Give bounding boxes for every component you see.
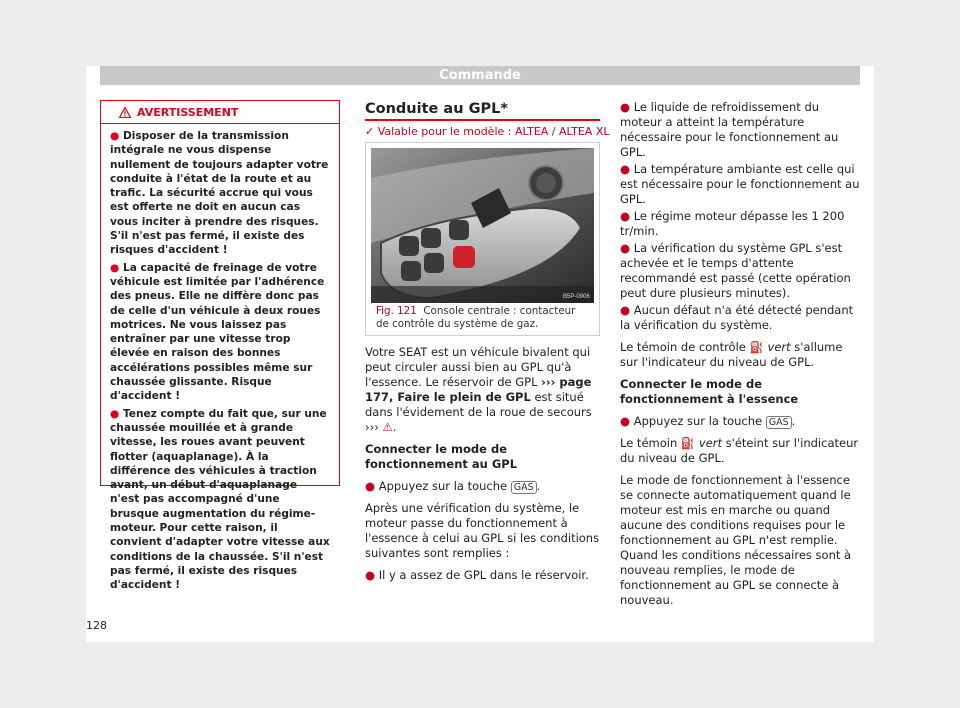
figure-caption: Fig. 121 Console centrale : contacteur de contrôle du système de gaz. — [376, 305, 576, 330]
page-reference-link[interactable]: ››› page 177, Faire le plein de GPL — [365, 375, 592, 404]
warning-item: ● Tenez compte du fait que, sur une chaussée mouillée et à grande vitesse, les roues avant peuvent flotter (aquaplanage). À la différence des véhicules à traction avant, un début d'aquaplanage n'est pas accompagné d'une brusque augmentation du régime-moteur. Pour cette raison, il convient d'adapter votre vitesse aux conditions de la chaussée. S'il n'est pas fermé, il existe des risques d'accident ! — [110, 407, 330, 592]
condition-item: ● Il y a assez de GPL dans le réservoir. — [365, 568, 589, 582]
gas-key: GAS — [766, 416, 792, 429]
warning-ref-icon: ⚠ — [382, 420, 393, 434]
lamp-off-paragraph: Le témoin ⛽ vert s'éteint sur l'indicateur du niveau de GPL. — [620, 436, 859, 465]
condition-item: ● Aucun défaut n'a été détecté pendant la vérification du système. — [620, 303, 854, 332]
warning-box — [100, 100, 340, 592]
gas-lamp-icon: ⛽ — [749, 340, 764, 354]
warning-item: ● La capacité de freinage de votre véhicule est limitée par l'adhérence des pneus. Elle ne diffère donc pas de celle d'un véhicule à deux roues motrices. Ne vous laissez pas entraîner par une vitesse trop élevée en raison des bonnes accélérations possibles même sur chaussée glissante. Risque d'accident ! — [110, 261, 325, 403]
intro-paragraph: Votre SEAT est un véhicule bivalent qui peut circuler aussi bien au GPL qu'à l'essence. Le réservoir de GPL ››› page 177, Faire le plein de GPL est situé dans l'évidement de la roue de secours ››› ⚠. — [365, 345, 592, 434]
title-rule — [365, 119, 600, 121]
condition-item: ● La température ambiante est celle qui est nécessaire pour le fonctionnement au GPL. — [620, 162, 860, 206]
right-column — [620, 100, 860, 615]
middle-column — [365, 345, 601, 590]
petrol-heading: Connecter le mode de fonctionnement à l'essence — [620, 377, 799, 406]
after-paragraph: Après une vérification du système, le moteur passe du fonctionnement à l'essence à celui au GPL si les conditions suivantes sont remplies : — [365, 501, 600, 560]
warning-header — [101, 101, 339, 124]
press-gas-step: ● Appuyez sur la touche GAS . — [365, 479, 541, 493]
warning-triangle-icon — [119, 107, 131, 118]
final-paragraph: Le mode de fonctionnement à l'essence se connecte automatiquement quand le moteur est mis en marche ou quand aucune des conditions requises pour le fonctionnement au GPL n'est remplie. Quand les conditions nécessaires sont à nouveau remplies, le mode de fonctionnement au GPL se connecte à nouveau. — [620, 473, 852, 607]
console-photo — [371, 148, 594, 303]
validity-note: ✓ Valable pour le modèle : ALTEA / ALTEA XL — [365, 125, 610, 138]
checkmark-icon: ✓ — [365, 125, 375, 138]
warning-item: ● Disposer de la transmission intégrale ne vous dispense nullement de toujours adapter votre conduite à l'état de la route et au trafic. La sécurité accrue qui vous est offerte ne doit en aucun cas vous inciter à prendre des risques. S'il n'est pas fermé, il existe des risques d'accident ! — [110, 130, 329, 257]
figure-box — [365, 142, 600, 336]
condition-item: ● Le liquide de refroidissement du moteur a atteint la température nécessaire pour le fonctionnement au GPL. — [620, 100, 839, 159]
condition-item: ● Le régime moteur dépasse les 1 200 tr/min. — [620, 209, 845, 238]
condition-item: ● La vérification du système GPL s'est achevée et le temps d'attente recommandé est passé (cette opération peut dure plusieurs minutes). — [620, 241, 851, 300]
press-gas-step: ● Appuyez sur la touche GAS . — [620, 414, 796, 428]
gas-lamp-icon: ⛽ — [680, 436, 696, 450]
figure-code: B5P-0906 — [563, 294, 590, 300]
gas-key: GAS — [511, 481, 537, 494]
page-header: Commande — [100, 66, 860, 85]
page-number: 128 — [86, 619, 107, 632]
section-title: Conduite au GPL* — [365, 101, 508, 117]
gpl-heading: Connecter le mode de fonctionnement au GPL — [365, 442, 518, 471]
warning-title: AVERTISSEMENT — [137, 105, 239, 119]
lamp-on-paragraph: Le témoin de contrôle ⛽ vert s'allume sur l'indicateur du niveau de GPL. — [620, 340, 843, 369]
